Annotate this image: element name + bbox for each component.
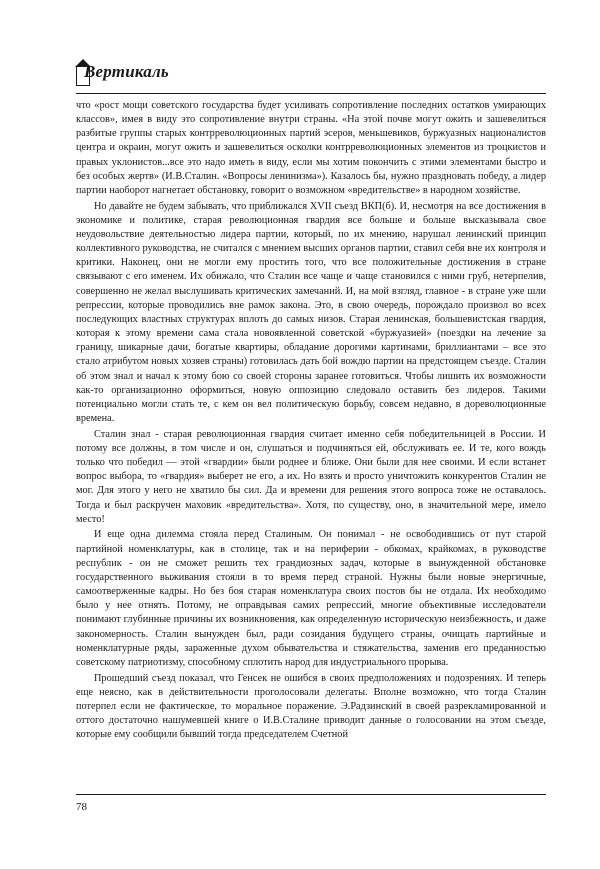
- page-number: 78: [76, 801, 87, 813]
- paragraph-1: что «рост мощи советского государства будет усиливать сопротивление последних остатков умирающих классов», имея в виду это сопротивление внутри страны. «На этой почве могут ожить и зашевелиться разбитые группы старых контрреволюционных партий эсеров, меньшевиков, буржуазных националистов центра и окраин, могут ожить и зашевелиться осколки контрреволюционных элементов из троцкистов и правых уклонистов...все это надо иметь в виду, если мы хотим покончить с этими элементами быстро и без особых жертв» (И.В.Сталин. «Вопросы ленинизма»). Казалось бы, нужно праздновать победу, а лидер партии наоборот нагнетает обстановку, говорит о возможном «вредительстве» в народном хозяйстве.: [76, 100, 546, 196]
- paragraph-2: Но давайте не будем забывать, что приближался XVII съезд ВКП(б). И, несмотря на все достижения в экономике и политике, старая революционная гвардия все больше и больше высказывала свое неудовольствие деятельностью лидера партии, который, по их мнению, нарушал ленинский принцип коллективного руководства, не считался с мнением высших органов партии, ставил себя вне их контроля и критики. Наконец, они не могли ему простить того, что все положительные достижения в стране связывают с его именем. Их обижало, что Сталин все чаще и чаще становился с ними груб, нетерпелив, совершенно не желал выслушивать критических замечаний. И, на мой взгляд, главное - в стране уже шли репрессии, которые проводились вне рамок закона. Это, в свою очередь, порождало произвол во всех последующих властных структурах вплоть до самых низов. Старая ленинская, большевистская гвардия, которая к этому времени сама стала новоявленной советской «буржуазией» (поездки на лечение за границу, шикарные дачи, богатые квартиры, обладание дорогими картинами, бриллиантами – все это стало атрибутом новых хозяев страны) готовилась дать бой вождю партии на предстоящем съезде. Сталин об этом знал и начал к этому бою со своей стороны заранее готовиться. Чтобы лишить их возможности как-то организационно оформиться, новую оппозицию следовало оставить без лидеров. Такими потенциально могли стать те, с кем он вел политическую борьбу, совсем недавно, в дореволюционные времена.: [76, 200, 546, 425]
- running-header: [76, 56, 546, 96]
- page-body: [76, 99, 546, 785]
- paragraph-4: И еще одна дилемма стояла перед Сталиным. Он понимал - не освободившись от пут старой партийной номенклатуры, как в столице, так и на периферии - обкомах, крайкомах, в руководстве республик - он не сможет решить тех грандиозных задач, которые в вынужденной обстановке государственного выживания стояли в то время перед страной. Нужны были новые энергичные, самоотверженные кадры. Но без боя старая номенклатура своих постов бы не отдала. Их необходимо было у нее отнять. Потому, не оправдывая самих репрессий, многие объективные исследователи понимают глубинные причины их возникновения, как определенную историческую неизбежность, и даже закономерность. Сталин вынужден был, ради созидания будущего страны, очищать партийные и номенклатурные ряды, зараженные духом обывательства и стяжательства, заменив его преданностью советскому патриотизму, способному сплотить народ для индустриального прорыва.: [76, 529, 546, 668]
- logo-initial: В: [84, 62, 96, 81]
- footer-rule: [76, 794, 546, 795]
- header-logo-text: [84, 62, 169, 82]
- paragraph-5: Прошедший съезд показал, что Генсек не ошибся в своих предположениях и подозрениях. И теперь еще неясно, как в действительности проголосовали делегаты. Вполне возможно, что тогда Сталин потерпел если не фактическое, то моральное поражение. Э.Радзинский в своей разрекламированной и оттого достаточно нашумевшей книге о И.В.Сталине приводит данные о голосовании на этом съезде, которые ему сообщили бывший тогда председателем Счетной: [76, 672, 546, 741]
- paragraph-3: Сталин знал - старая революционная гвардия считает именно себя победительницей в России. И потому все должны, в том числе и он, слушаться и подчиняться ей, обслуживать ее. И те, кого вождь только что победил — этой «гвардии» были роднее и ближе. Они были для нее своими. И если встанет вопрос выбора, то «гвардия» выберет не его, а их. Но взять и просто уничтожить конкурентов Сталин не мог. Для этого у него не хватило бы сил. Да и времени для решения этого вопроса тоже не оставалось. Тогда и был раскручен маховик «вредительства». Хотя, по существу, оно, в значительной мере, имело место!: [76, 428, 546, 525]
- logo-rest: ертикаль: [95, 62, 169, 81]
- header-rule: [76, 93, 546, 94]
